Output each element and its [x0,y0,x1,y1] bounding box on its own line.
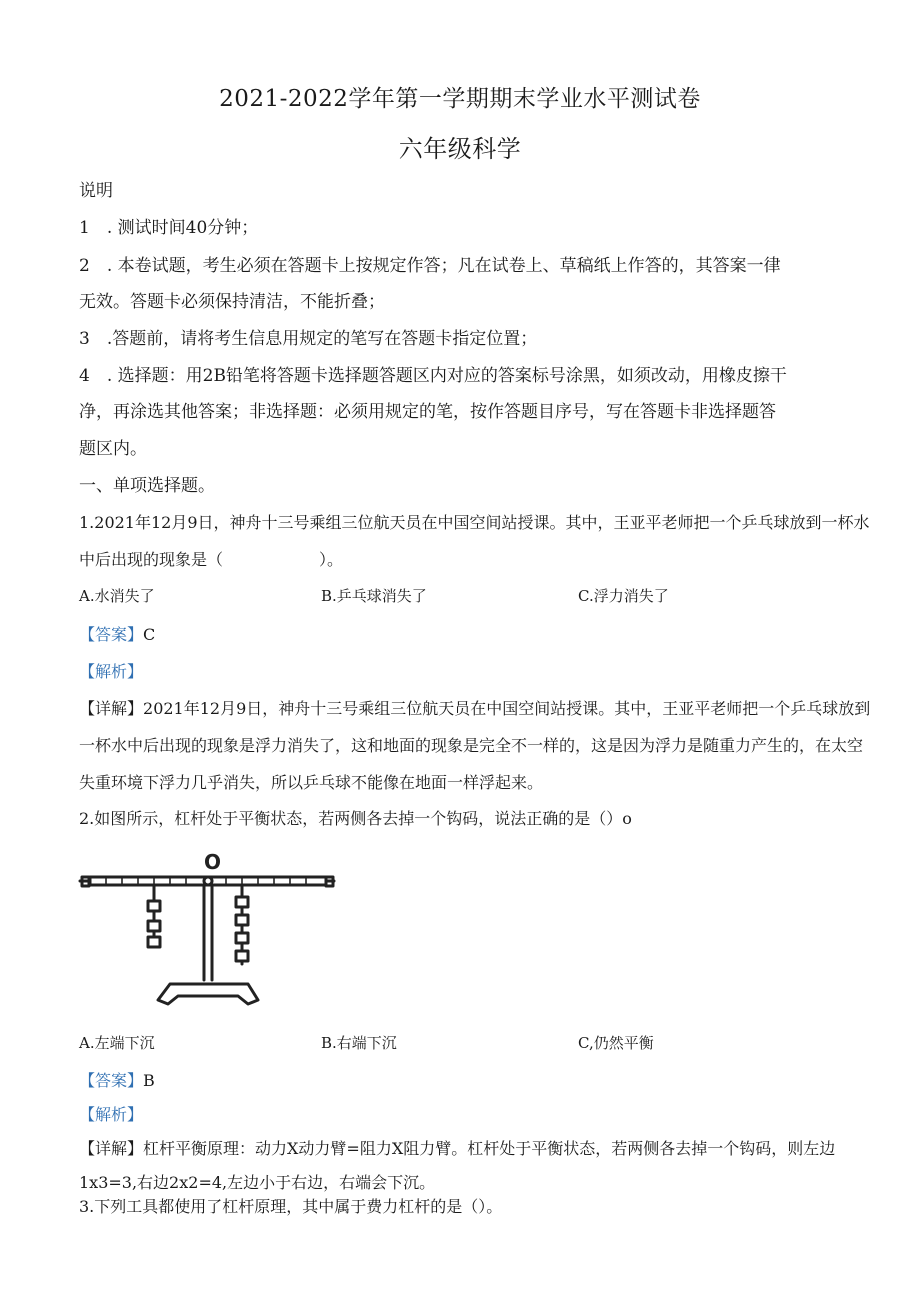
q2-detail-line-2: 1x3=3,右边2x2=4,左边小于右边，右端会下沉。 [79,1173,436,1192]
q1-detail-text-1: 2021年12月9日，神舟十三号乘组三位航天员在中国空间站授课。其中，王亚平老师把一个乒乓球放到 [143,699,871,718]
pivot-point [204,877,212,885]
q1-detail-line-1 [79,696,870,719]
q1-detail-line-3: 失重环境下浮力几乎消失，所以乒乓球不能像在地面一样浮起来。 [79,773,544,792]
instruction-item-4-line-3: 题区内。 [79,439,147,459]
exam-title: 2021-2022学年第一学期期末学业水平测试卷 [219,86,701,112]
q2-detail-text-1: 杠杆平衡原理：动力X动力臂=阻力X阻力臂。杠杆处于平衡状态，若两侧各去掉一个钩码，则左边 [143,1139,836,1158]
instructions-heading: 说明 [79,181,113,201]
q2-option-b: B.右端下沉 [321,1034,397,1052]
lever-figure [78,848,338,1013]
q1-detail-line-2: 一杯水中后出现的现象是浮力消失了，这和地面的现象是完全不一样的，这是因为浮力是随重力产生的，在太空 [79,736,864,755]
q2-detail-tag: 【详解】 [79,1139,144,1158]
fulcrum-label: O [204,850,222,874]
q2-analysis-tag: 【解析】 [79,1105,144,1124]
q2-detail-line-1 [79,1136,835,1159]
instruction-item-1: 1 . 测试时间40分钟； [79,218,259,238]
q2-option-c: C,仍然平衡 [578,1034,654,1052]
q2-option-a: A.左端下沉 [79,1034,155,1052]
instruction-item-2-line-2: 无效。答题卡必须保持清洁，不能折叠； [79,292,385,312]
section-heading: 一、单项选择题。 [79,476,215,496]
q1-option-a: A.水消失了 [79,587,155,605]
q2-answer-tag: 【答案】 [79,1071,144,1090]
q1-answer-tag: 【答案】 [79,625,144,644]
q2-stem: 2.如图所示，杠杆处于平衡状态，若两侧各去掉一个钩码，说法正确的是（）o [79,809,632,828]
instruction-item-3: 3 .答题前，请将考生信息用规定的笔写在答题卡指定位置； [79,329,538,349]
q3-stem: 3.下列工具都使用了杠杆原理，其中属于费力杠杆的是（）。 [79,1197,503,1216]
q1-stem-line-1: 1.2021年12月9日，神舟十三号乘组三位航天员在中国空间站授课。其中，王亚平老师把一个乒乓球放到一杯水 [79,513,870,532]
q1-answer-value: C [143,625,156,644]
stand-base [158,984,258,1004]
instruction-item-2-line-1: 2 . 本卷试题，考生必须在答题卡上按规定作答；凡在试卷上、草稿纸上作答的，其答案一律 [79,256,781,276]
exam-subtitle: 六年级科学 [398,135,522,163]
q2-answer-row [79,1068,155,1091]
instruction-item-4-line-1: 4 . 选择题：用2B铅笔将答题卡选择题答题区内对应的答案标号涂黑，如须改动，用橡皮擦干 [79,366,787,386]
q1-answer-row [79,622,155,645]
q1-option-b: B.乒乓球消失了 [321,587,427,605]
q1-detail-tag: 【详解】 [79,699,144,718]
q1-analysis-tag: 【解析】 [79,662,144,681]
q1-stem-line-2: 中后出现的现象是（ ）。 [79,550,344,569]
q2-answer-value: B [143,1071,155,1090]
instruction-item-4-line-2: 净，再涂选其他答案；非选择题：必须用规定的笔，按作答题目序号，写在答题卡非选择题答 [79,402,776,422]
right-hooked-weights [236,886,248,964]
q1-option-c: C.浮力消失了 [578,587,669,605]
left-hooked-weights [148,886,160,947]
